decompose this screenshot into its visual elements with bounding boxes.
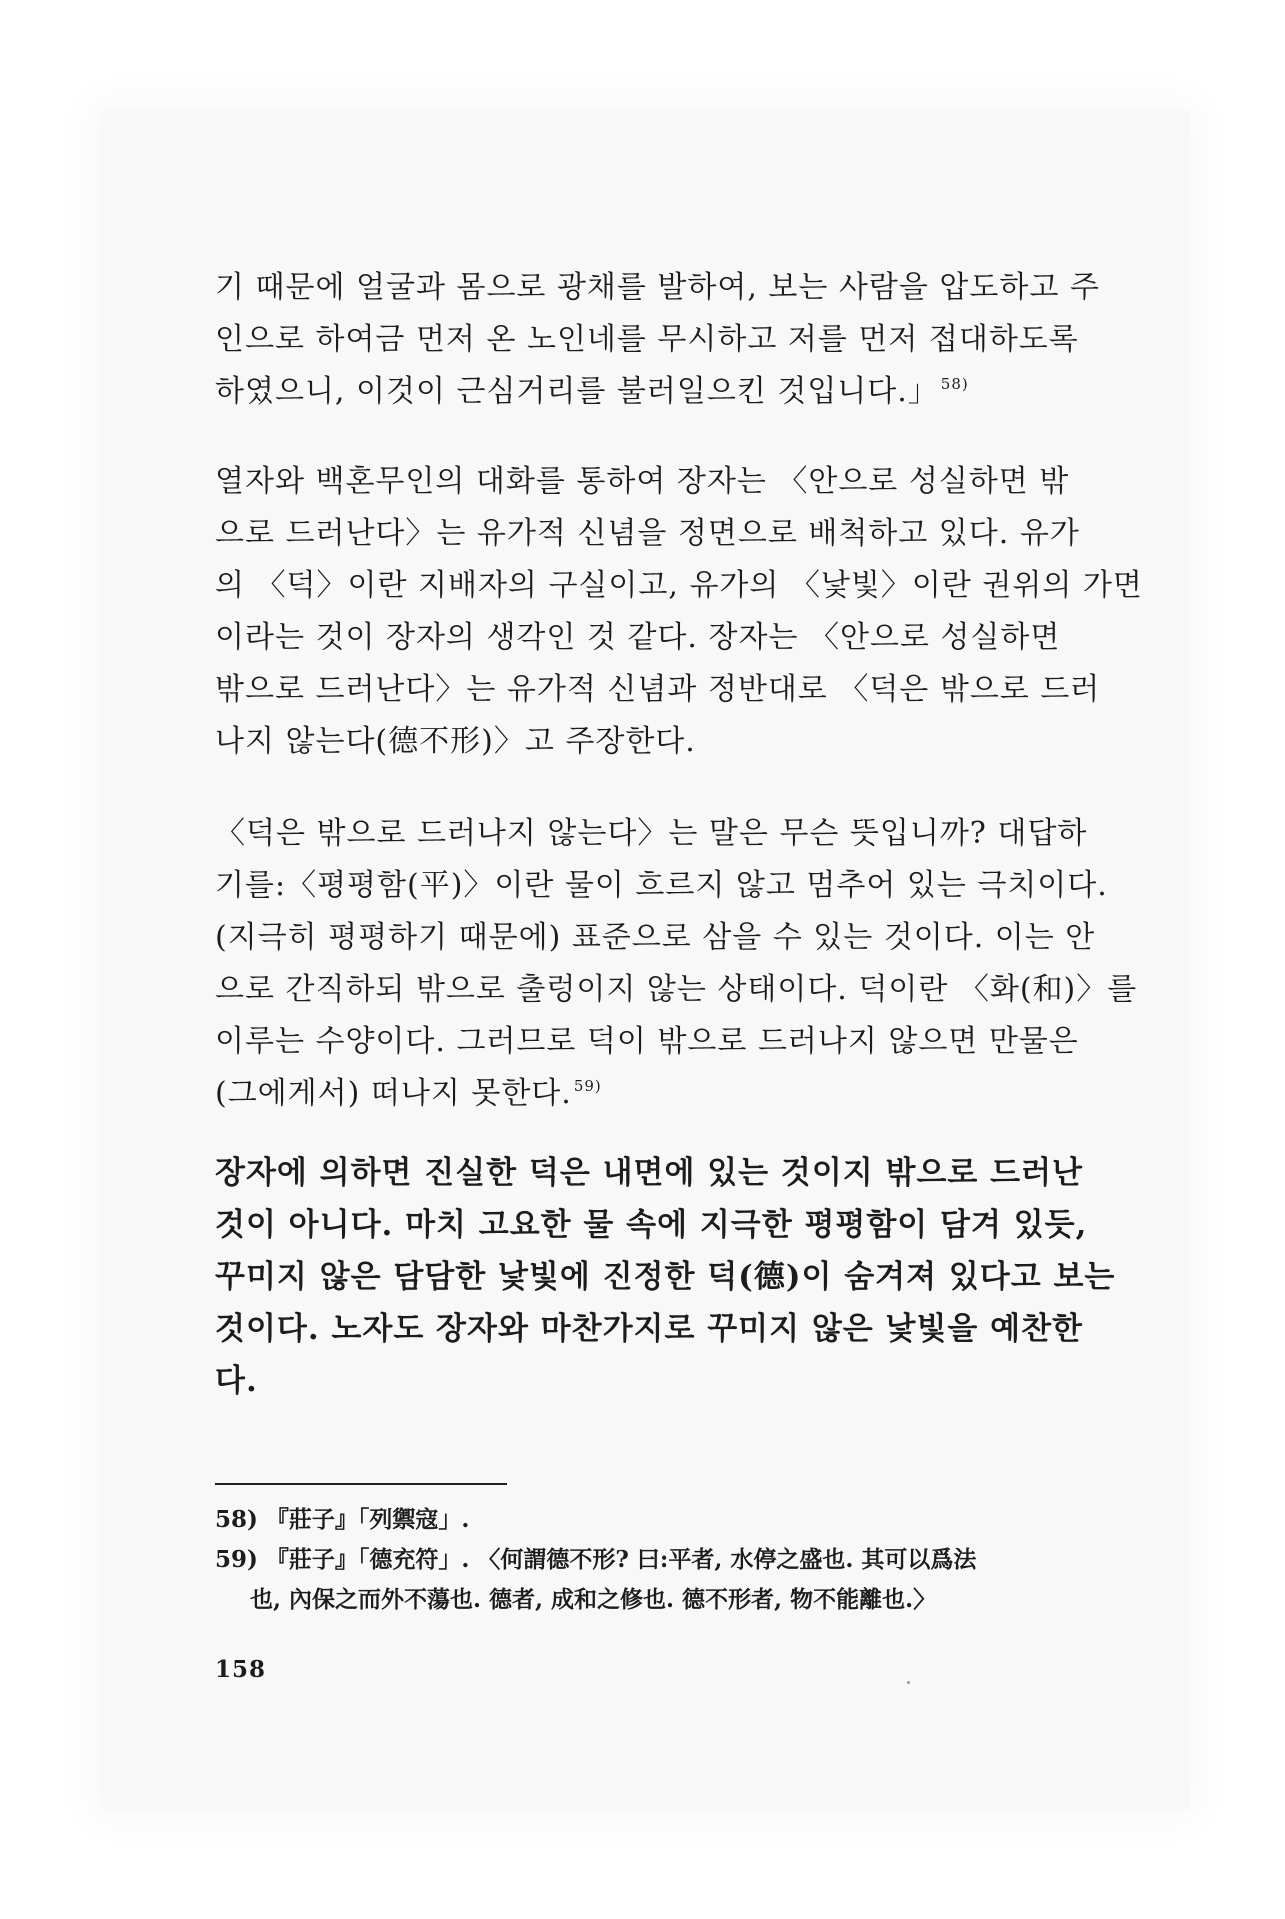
text-line: (지극히 평평하기 때문에) 표준으로 삼을 수 있는 것이다. 이는 안 (215, 920, 1096, 955)
footnote-divider (215, 1483, 507, 1485)
text-line: 기를:〈평평함(平)〉이란 물이 흐르지 않고 멈추어 있는 극치이다. (215, 868, 1108, 903)
footnote-58: 58) 『莊子』「列禦寇」. (215, 1506, 470, 1533)
footnotes (215, 1500, 1145, 1620)
block-quote (215, 808, 1140, 1120)
text-line: 인으로 하여금 먼저 온 노인네를 무시하고 저를 먼저 접대하도록 (215, 322, 1079, 357)
footnote-ref-59: 59) (573, 1077, 602, 1095)
footnote-ref-58: 58) (940, 375, 969, 393)
text-line (215, 366, 1140, 418)
text-line (215, 1068, 1140, 1120)
print-speck (907, 1681, 910, 1684)
text-line: 의 〈덕〉이란 지배자의 구실이고, 유가의 〈낯빛〉이란 권위의 가면 (215, 568, 1143, 603)
paragraph-2 (215, 1147, 1140, 1407)
paragraph-1 (215, 456, 1143, 768)
text-line: 으로 간직하되 밖으로 출렁이지 않는 상태이다. 덕이란 〈화(和)〉를 (215, 972, 1138, 1007)
page-number: 158 (215, 1656, 267, 1683)
text-line: 꾸미지 않은 담담한 낯빛에 진정한 덕(德)이 숨겨져 있다고 보는 (215, 1259, 1116, 1295)
text-line-content: (그에게서) 떠나지 못한다. (215, 1076, 572, 1111)
text-line: 다. (215, 1363, 258, 1399)
text-line: 것이 아니다. 마치 고요한 물 속에 지극한 평평함이 담겨 있듯, (215, 1207, 1088, 1243)
text-line: 열자와 백혼무인의 대화를 통하여 장자는 〈안으로 성실하면 밖 (215, 464, 1070, 499)
footnote-59-continuation: 也, 內保之而外不蕩也. 德者, 成和之修也. 德不形者, 物不能離也.〉 (250, 1586, 937, 1613)
text-line: 이루는 수양이다. 그러므로 덕이 밖으로 드러나지 않으면 만물은 (215, 1024, 1079, 1059)
text-line: 〈덕은 밖으로 드러나지 않는다〉는 말은 무슨 뜻입니까? 대답하 (215, 816, 1088, 851)
text-line-content: 하였으니, 이것이 근심거리를 불러일으킨 것입니다.」 (215, 374, 939, 409)
text-line: 것이다. 노자도 장자와 마찬가지로 꾸미지 않은 낯빛을 예찬한 (215, 1311, 1083, 1347)
text-line: 이라는 것이 장자의 생각인 것 같다. 장자는 〈안으로 성실하면 (215, 620, 1061, 655)
footnote-59: 59) 『莊子』「德充符」. 〈何謂德不形? 曰:平者, 水停之盛也. 其可以爲法 (215, 1546, 977, 1573)
text-line: 으로 드러난다〉는 유가적 신념을 정면으로 배척하고 있다. 유가 (215, 516, 1080, 551)
text-line: 나지 않는다(德不形)〉고 주장한다. (215, 724, 696, 759)
text-line: 장자에 의하면 진실한 덕은 내면에 있는 것이지 밖으로 드러난 (215, 1155, 1083, 1191)
text-line: 기 때문에 얼굴과 몸으로 광채를 발하여, 보는 사람을 압도하고 주 (215, 270, 1100, 305)
quote-continuation (215, 262, 1140, 418)
text-line: 밖으로 드러난다〉는 유가적 신념과 정반대로 〈덕은 밖으로 드러 (215, 672, 1101, 707)
